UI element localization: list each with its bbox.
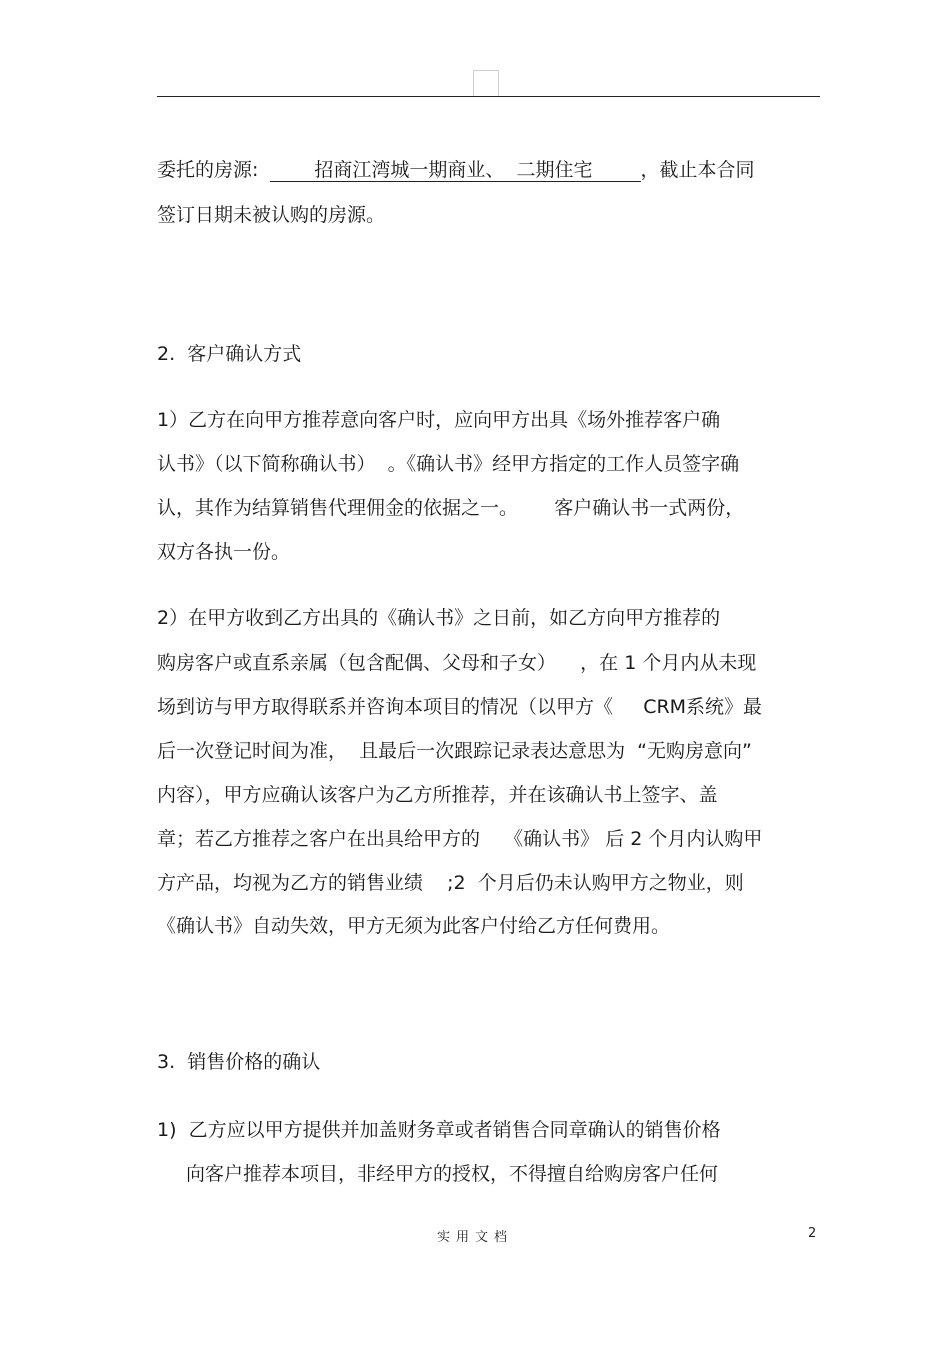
section-3-p1-line: 1) 乙方应以甲方提供并加盖财务章或者销售合同章确认的销售价格: [157, 1119, 721, 1141]
section-2-p1-line: 认书》（以下简称确认书） 。《确认书》经甲方指定的工作人员签字确: [157, 453, 740, 475]
intro-line-2: 签订日期未被认购的房源。: [157, 204, 386, 226]
section-2-p1-line: 认，其作为结算销售代理佣金的依据之一。 客户确认书一式两份，: [157, 497, 745, 519]
section-2-p2-line: 《确认书》自动失效，甲方无须为此客户付给乙方任何费用。: [157, 915, 671, 937]
section-2-p1-line: 1）乙方在向甲方推荐意向客户时，应向甲方出具《场外推荐客户确: [157, 409, 721, 431]
footer-label: 实用文档: [436, 1230, 513, 1245]
section-2-p2-line: 章；若乙方推荐之客户在出具给甲方的 《确认书》 后 2 个月内认购甲: [157, 828, 763, 850]
section-2-p2-line: 2）在甲方收到乙方出具的《确认书》之日前，如乙方向甲方推荐的: [157, 607, 721, 629]
section-3-heading: 3. 销售价格的确认: [157, 1051, 321, 1073]
header-rule: [157, 96, 820, 97]
section-2-heading: 2. 客户确认方式: [157, 343, 302, 365]
intro-tail: ，截止本合同: [640, 159, 755, 181]
intro-label: 委托的房源:: [157, 159, 259, 181]
section-2-p2-line: 场到访与甲方取得联系并咨询本项目的情况（以甲方《 CRM系统》最: [157, 696, 763, 718]
section-2-p1-line: 双方各执一份。: [157, 541, 291, 563]
intro-property-value: 招商江湾城一期商业、 二期住宅: [270, 159, 640, 182]
header-tab-box: [473, 70, 499, 96]
intro-line-1: [157, 158, 755, 182]
section-2-p2-line: 后一次登记时间为准， 且最后一次跟踪记录表达意思为 “无购房意向”: [157, 740, 752, 762]
section-3-p1-line: 向客户推荐本项目，非经甲方的授权，不得擅自给购房客户任何: [186, 1163, 719, 1185]
page-number: 2: [808, 1226, 817, 1241]
section-2-p2-line: 方产品，均视为乙方的销售业绩 ;2 个月后仍未认购甲方之物业，则: [157, 872, 744, 894]
section-2-p2-line: 内容），甲方应确认该客户为乙方所推荐，并在该确认书上签字、盖: [157, 784, 718, 806]
section-2-p2-line: 购房客户或直系亲属（包含配偶、父母和子女） ，在 1 个月内从未现: [157, 652, 757, 674]
